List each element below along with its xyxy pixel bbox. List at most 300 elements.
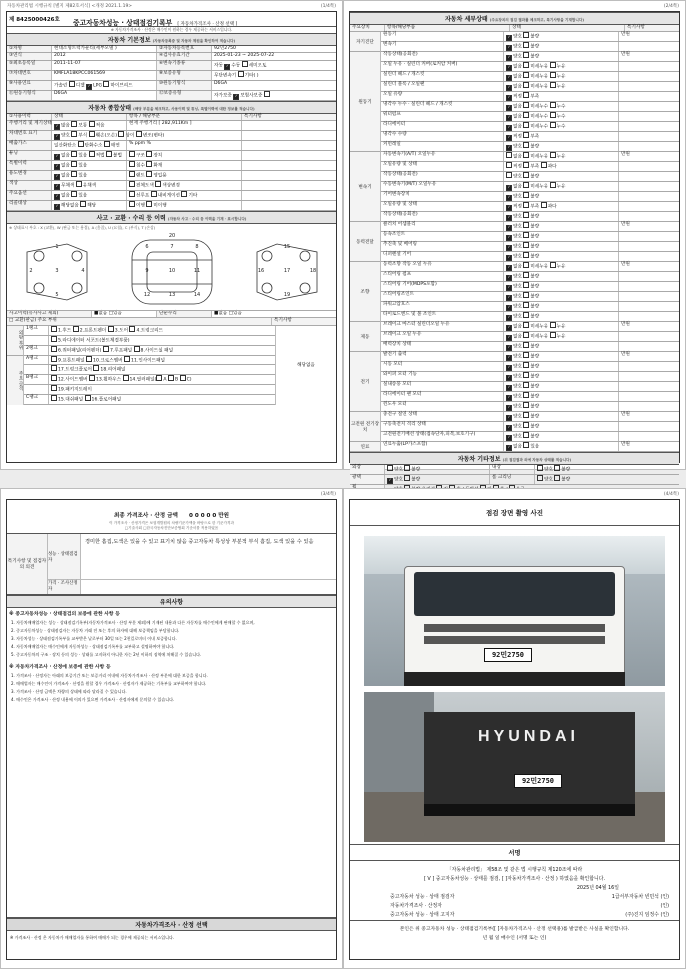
checkbox	[71, 131, 77, 137]
table-row	[24, 336, 275, 346]
table-cell: 1랭크	[24, 326, 49, 335]
table-cell: 고전원전기배선 상태(접속단자,피복,보호기구)	[381, 432, 504, 441]
checkbox	[71, 171, 77, 177]
checkbox: ✓	[55, 154, 59, 159]
checkbox	[80, 201, 86, 207]
detail-group-name: 조향	[350, 262, 381, 322]
notice-item: 2. 중고자동차성능 · 상태점검자는 자동차 거래 전 또는 후의 하자에 대해 보증책임을 부담합니다.	[11, 628, 180, 633]
checkbox	[103, 81, 109, 87]
table-cell	[619, 242, 679, 251]
checkbox: ✓	[507, 205, 511, 210]
checkbox	[129, 201, 135, 207]
checkbox	[523, 102, 529, 108]
table-row	[381, 352, 679, 362]
detail-group-name: 연료	[350, 442, 381, 452]
notice-item: 2. 매매업자는 매수인이 가격조사 · 산정을 원할 경우 가격조사 · 산정자가 제공하는 기록부를 교부하여야 합니다.	[11, 681, 207, 686]
special-block	[7, 534, 336, 595]
table-cell: ✓ 없음 있음	[52, 171, 127, 180]
diagram-part-number: 4	[81, 268, 85, 275]
table-cell: ⑧보증유형	[157, 71, 212, 80]
table-cell	[619, 402, 679, 411]
table-cell: 기어변속장치	[381, 192, 504, 201]
checkbox	[550, 262, 556, 268]
notice-list	[7, 619, 336, 659]
table-cell	[242, 141, 336, 150]
table-cell: ✓ 양호 불량	[504, 402, 619, 411]
diagram-part-number: 15	[283, 244, 291, 251]
checkbox	[89, 375, 95, 381]
table-cell: KMFLA18KPCC061569	[52, 71, 157, 80]
table-cell: ✓ 무채색 유채색	[52, 181, 127, 190]
checkbox: ✓	[507, 255, 511, 260]
table-cell: ②자동차등록번호	[157, 46, 212, 52]
table-cell	[24, 336, 49, 345]
table-cell: ✓ 양호 불량	[385, 475, 490, 484]
table-cell: ✓ 없음 있음	[504, 442, 619, 451]
table-cell: ④검사유효기간	[157, 53, 212, 59]
table-cell: ✓ 양호 불량	[504, 372, 619, 381]
table-row	[7, 81, 336, 91]
table-row	[381, 152, 679, 162]
page-num: (3/4쪽)	[320, 492, 336, 497]
table-row	[381, 382, 679, 392]
detail-group-name: 동력전달	[350, 222, 381, 262]
table-cell: 19.패키지트레이	[49, 385, 275, 394]
checkbox	[523, 302, 529, 308]
detail-group-name: 전기	[350, 352, 381, 412]
table-cell: 내장	[490, 465, 535, 474]
table-cell	[619, 362, 679, 371]
table-row	[7, 141, 336, 151]
signer-name: (주)진지 임정수 (인)	[625, 912, 669, 918]
rear-plate: 92민2750	[514, 774, 562, 788]
checkbox: ✓	[507, 395, 511, 400]
checkbox	[108, 326, 114, 332]
notice-item: 1. 자동차매매업자는 성능 · 상태점검기록부(자동차가격조사 · 산정 부분 제외)에 기재된 내용과 다른 자동차를 매수인에게 판매할 수 없으며,	[11, 620, 255, 625]
table-cell: 오일 누유 · 실린더 커버(로커암 커버)	[381, 62, 504, 71]
form-title-opts: [ 자동차가격조사 · 산정 선택 ]	[177, 21, 238, 27]
checkbox	[155, 181, 161, 187]
checkbox: ✓	[507, 85, 511, 90]
checkbox: ✓	[507, 125, 511, 130]
table-cell: ✓ 양호 불량	[504, 422, 619, 431]
table-cell: 자가보증 ✓ 보험사보증	[212, 91, 336, 100]
notice-item: 1. 가격조사 · 산정자는 아래의 보증기간 또는 보증거리 이내에 자동차가격조사 · 산정 부분에 대한 보증을 합니다.	[11, 673, 208, 678]
overall-state-title: 자동차 종합상태 (해당 부분을 체크하고, 사용이력 및 튜닝, 특별이력에 대한 정보를 적습니다)	[7, 101, 336, 114]
checkbox	[523, 322, 529, 328]
table-row	[350, 465, 679, 475]
table-cell	[619, 342, 679, 351]
table-cell: A랭크	[24, 356, 49, 365]
confirm-text: ※ 가격조사 · 산정 은 자동차가 매매업자를 통하여 매매가 되는 경우에 제공되는 서비스입니다.	[10, 935, 175, 940]
table-cell: ✓ 양호 불량	[504, 362, 619, 371]
table-cell: 2011-11-07	[52, 61, 157, 70]
checkbox	[523, 192, 529, 198]
checkbox	[541, 202, 547, 208]
table-cell: 브레이크 마스터 실린더오일 누유	[381, 322, 504, 331]
table-cell	[127, 131, 242, 140]
page-num: (2/4쪽)	[663, 4, 679, 9]
checkbox	[85, 395, 91, 401]
table-cell: 현대소형트럭카운티(세부모델 )	[52, 46, 157, 52]
table-cell: 15.대쉬패널 16.플로어패널	[49, 395, 275, 404]
table-row	[381, 392, 679, 402]
checkbox	[181, 191, 187, 197]
table-cell: ✓ 많음 보통 적음	[52, 121, 127, 130]
signer-row	[360, 911, 669, 920]
table-row	[381, 322, 679, 332]
table-cell: ✓ 양호 불량	[504, 302, 619, 311]
table-cell: 만원	[621, 352, 630, 358]
front-plate: 92민2750	[484, 648, 532, 662]
price-amount: 0 0 0 0 0 만원	[189, 513, 230, 519]
detail-group	[350, 32, 679, 52]
detail-group	[350, 412, 679, 442]
table-row	[7, 161, 336, 171]
table-cell	[619, 102, 679, 111]
table-cell: 자동 ✓ 수동 세미오토	[212, 61, 336, 70]
state-head: ①사용이력 상태 항목 / 해당부분 특기사항	[7, 114, 336, 121]
table-row	[24, 356, 275, 366]
table-cell: 없음 미세누유 누유	[504, 152, 619, 161]
table-cell: ✓ 양호 불량	[504, 52, 619, 61]
panel-title: □ 교환(판금) 주요 부위 특기사항	[7, 318, 336, 325]
table-cell	[619, 252, 679, 261]
checkbox	[523, 202, 529, 208]
table-cell	[619, 172, 679, 181]
checkbox: ✓	[507, 275, 511, 280]
table-row	[381, 172, 679, 182]
rear-brand: HYUNDAI	[478, 728, 579, 745]
checkbox: ✓	[507, 245, 511, 250]
table-cell: 수동변속기(M/T) 오일누유	[381, 182, 504, 191]
checkbox	[523, 52, 529, 58]
table-row	[7, 201, 336, 211]
notice-item: 5. 중고자동차의 구조 · 장치 등의 성능 · 상태를 고지하지 아니한 자는 2년 이하의 징역에 처해질 수 있습니다.	[11, 652, 202, 657]
table-row	[350, 475, 679, 485]
table-cell: 시동 모터	[381, 362, 504, 371]
checkbox	[523, 42, 529, 48]
table-cell: % ppm %	[127, 141, 242, 150]
table-row	[381, 212, 679, 222]
table-row	[381, 292, 679, 302]
table-cell: 만원	[621, 322, 630, 328]
checkbox: ✓	[507, 115, 511, 120]
detail-head: 주요장치 항목/해당부품 상태 특기사항	[350, 25, 679, 32]
table-cell	[619, 132, 679, 141]
notice-item: 3. 자동차성능 · 상태점검기록부를 교부받은 날로부터 30일 또는 2천킬로미터 이내 보증합니다.	[11, 636, 177, 641]
table-cell: 양호 불량	[504, 172, 619, 181]
table-cell	[619, 42, 679, 51]
checkbox	[51, 395, 57, 401]
table-cell: ✓ 적정 부족 과다	[504, 202, 619, 211]
checkbox	[523, 342, 529, 348]
doc-number: 제 8425000426호	[9, 17, 60, 23]
table-cell	[619, 312, 679, 321]
table-row	[381, 202, 679, 212]
table-cell: 양호 불량	[385, 465, 490, 474]
table-row	[381, 132, 679, 142]
checkbox	[71, 151, 77, 157]
table-cell: ⑦차대번호	[7, 71, 52, 80]
checkbox	[124, 356, 130, 362]
diagram-part-number: 2	[29, 268, 33, 275]
table-cell: B랭크	[24, 375, 49, 384]
table-cell	[619, 232, 679, 241]
diagram-part-number: 12	[143, 292, 151, 299]
checkbox	[51, 375, 57, 381]
checkbox	[264, 91, 270, 97]
detail-group	[350, 442, 679, 452]
checkbox	[550, 152, 556, 158]
table-cell: 냉각수 수량	[381, 132, 504, 141]
table-cell: ✓ 양호 부식 훼손(오손) 상이 변조(변타)	[52, 131, 127, 140]
checkbox	[550, 62, 556, 68]
table-row	[24, 395, 275, 405]
table-cell: 변속기	[381, 42, 504, 51]
table-cell: 양호 불량	[535, 475, 679, 484]
table-cell: ✓ 양호 불량	[504, 42, 619, 51]
table-row	[7, 71, 336, 81]
panel-section	[7, 326, 336, 405]
page-1	[0, 0, 343, 470]
table-row	[24, 385, 275, 395]
checkbox	[523, 292, 529, 298]
table-cell: ✓ 없음 미세누수 누수	[504, 102, 619, 111]
table-row	[7, 91, 336, 101]
checkbox	[523, 152, 529, 158]
table-cell: 특별이력	[7, 161, 52, 170]
table-cell: 2025-01-23 ~ 2025-07-22	[214, 53, 275, 59]
table-cell	[242, 131, 336, 140]
detail-group	[350, 262, 679, 322]
table-cell: 클러치 어셈블리	[381, 222, 504, 231]
table-cell	[242, 181, 336, 190]
table-row	[381, 232, 679, 242]
checkbox	[554, 475, 560, 481]
checkbox: ✓	[507, 235, 511, 240]
table-cell: ✓ 적정 부족	[504, 92, 619, 101]
checkbox	[506, 172, 512, 178]
table-cell: ⑫보증유형	[157, 91, 212, 100]
table-row	[381, 192, 679, 202]
sign-text1: 「자동차관리법」 제58조 및 같은 법 시행규칙 제120조에 따라	[446, 867, 583, 873]
checkbox: ✓	[507, 405, 511, 410]
accident-title: 사고 · 교환 · 수리 등 이력 (자동차 사고 · 수리 등 이력을 기재 · 표시합니다)	[7, 211, 336, 224]
table-row	[381, 282, 679, 292]
diagram-part-number: 18	[309, 268, 317, 275]
checkbox: ✓	[55, 164, 59, 169]
table-cell: ✓ 양호 불량	[504, 282, 619, 291]
checkbox: ✓	[507, 325, 511, 330]
checkbox: ✓	[55, 124, 59, 129]
detail-group-name: 제동	[350, 322, 381, 352]
table-cell: ③연식	[7, 53, 52, 59]
table-cell	[619, 182, 679, 191]
checkbox	[89, 121, 95, 127]
table-cell: ✓ 없음 미세누유 누유	[504, 262, 619, 271]
table-cell: 만원	[621, 442, 630, 448]
checkbox	[106, 151, 112, 157]
checkbox: ✓	[507, 425, 511, 430]
checkbox	[523, 372, 529, 378]
table-cell: 만원	[621, 52, 630, 58]
table-cell: 외장	[350, 465, 385, 474]
signer-row	[360, 893, 669, 902]
table-cell	[619, 62, 679, 71]
table-cell: ✓ 양호 불량	[504, 352, 619, 361]
table-cell: 작동상태(공회전)	[381, 52, 504, 61]
basic-info-title: 자동차 기본정보 (자동차등록증 및 자동차 제원을 확인하여 적습니다)	[7, 33, 336, 46]
checkbox	[129, 171, 135, 177]
table-cell	[619, 92, 679, 101]
table-row	[381, 252, 679, 262]
checkbox: ✓	[55, 204, 59, 209]
table-cell: 와이퍼 모터 기능	[381, 372, 504, 381]
detail-group-name: 변속기	[350, 152, 381, 222]
table-row	[381, 42, 679, 52]
table-cell: 추진축 및 베어링	[381, 242, 504, 251]
table-cell	[619, 302, 679, 311]
checkbox: ✓	[507, 335, 511, 340]
table-cell: ①차명	[7, 46, 52, 52]
table-cell: 자동변속기(A/T) 오일누유	[381, 152, 504, 161]
checkbox	[404, 475, 410, 481]
page-3	[0, 488, 343, 969]
checkbox	[523, 172, 529, 178]
checkbox	[129, 181, 135, 187]
rear-photo	[364, 692, 665, 842]
diag-legend: ※ 상태표시 부호 : X (교환), W (판금 또는 용접), A (흠집), U (요철), C (부식), T (손상)	[9, 225, 156, 231]
table-cell: 튜닝	[7, 151, 52, 160]
checkbox	[554, 465, 560, 471]
checkbox: ✓	[507, 55, 511, 60]
table-cell: 2랭크	[24, 346, 49, 355]
checkbox: ✓	[507, 285, 511, 290]
checkbox	[550, 112, 556, 118]
checkbox	[523, 212, 529, 218]
table-cell: 양호 불량	[535, 465, 679, 474]
page-2	[343, 0, 686, 483]
table-cell	[242, 121, 336, 130]
table-cell: 2012	[52, 53, 157, 59]
checkbox	[118, 131, 124, 137]
checkbox: ✓	[225, 63, 229, 68]
table-cell: 12.사이드멤버 13.휠하우스 14.필러패널( A B C)	[49, 375, 275, 384]
table-cell: 작동상태(공회전)	[381, 172, 504, 181]
checkbox	[129, 191, 135, 197]
price-note: 이 가격조사 · 산정가격은 보험개발원의 차량기준가액을 바탕으로 한 기준가격과	[109, 521, 234, 525]
table-cell: ✓ 적정 부족	[504, 132, 619, 141]
table-cell: 스티어링 펌프	[381, 272, 504, 281]
checkbox	[523, 162, 529, 168]
table-row	[381, 182, 679, 192]
checkbox	[238, 71, 244, 77]
table-cell: 실내송풍 모터	[381, 382, 504, 391]
checkbox	[523, 132, 529, 138]
table-cell	[619, 392, 679, 401]
table-row	[381, 432, 679, 442]
table-cell: 가솔린 디젤 ✓ LPG 하이브리드	[52, 81, 157, 90]
checkbox	[93, 365, 99, 371]
table-cell: 이행 미이행	[127, 201, 242, 210]
page-num: (1/4쪽)	[320, 4, 336, 9]
table-cell: ✓ 양호 불량	[504, 222, 619, 231]
table-row	[381, 422, 679, 432]
checkbox	[550, 102, 556, 108]
checkbox: ✓	[507, 45, 511, 50]
price-note2: □기술사회 □한국자동차진단보증협회 기준서를 적용하였음	[124, 526, 219, 530]
price-title: 최종 가격조사 · 산정 금액	[113, 513, 178, 519]
checkbox: ✓	[507, 415, 511, 420]
table-cell	[619, 82, 679, 91]
checkbox	[523, 82, 529, 88]
table-cell: 용도변경	[7, 171, 52, 180]
perf-text: 경미한 흠집,도색은 있을 수 있고 표기치 않음 중고자동차 특성상 부분적 부식 흠집, 도색 있을 수 있음	[85, 539, 314, 545]
checkbox	[523, 362, 529, 368]
table-cell: 92민2750	[214, 46, 236, 51]
table-cell: 주요옵션	[7, 191, 52, 200]
checkbox	[129, 161, 135, 167]
table-row	[381, 342, 679, 352]
notice-lowbar: ※ 중고자동차성능 · 상태점검의 보증에 관한 사항 등	[9, 612, 120, 617]
table-cell	[619, 192, 679, 201]
table-cell: ⑨사용연료	[7, 81, 52, 90]
diagram-part-number: 11	[193, 268, 201, 275]
table-row	[24, 375, 275, 385]
table-cell: 선루프 내비게이션 기타	[127, 191, 242, 200]
table-cell	[619, 112, 679, 121]
front-photo	[364, 536, 665, 686]
detail-group	[350, 52, 679, 152]
table-cell: 동력조향 작동 오일 누유	[381, 262, 504, 271]
detail-group-name: 고전원 전기장치	[350, 412, 381, 442]
table-row	[381, 122, 679, 132]
checkbox	[523, 62, 529, 68]
checkbox	[180, 375, 186, 381]
table-cell	[242, 151, 336, 160]
checkbox	[523, 312, 529, 318]
checkbox	[523, 392, 529, 398]
table-row	[7, 121, 336, 131]
table-cell: 타이로드엔드 및 볼 조인트	[381, 312, 504, 321]
diagram-part-number: 19	[283, 292, 291, 299]
diagram-part-number: 17	[283, 268, 291, 275]
signer-role: 자동차가격조사 · 산정자	[390, 903, 442, 909]
table-cell: ⑪원동기형식	[7, 91, 52, 100]
table-cell: 등속조인트	[381, 232, 504, 241]
checkbox	[523, 232, 529, 238]
diagram-part-number: 8	[195, 244, 199, 251]
table-cell: ✓ 양호 불량	[504, 382, 619, 391]
other-title: 자동차 기타정보 (위 점검결과 외에 자동차 상태를 적습니다)	[350, 452, 679, 465]
checkbox	[506, 162, 512, 168]
table-cell: 구동축전지 격리 상태	[381, 422, 504, 431]
table-cell: 17.트렁크플로어 18.리어패널	[49, 365, 275, 374]
checkbox: ✓	[234, 93, 238, 98]
table-row	[381, 92, 679, 102]
table-cell: ✓ 양호 불량	[504, 312, 619, 321]
table-cell: 라디에이터	[381, 122, 504, 131]
table-cell	[24, 365, 49, 374]
state-table	[7, 121, 336, 211]
table-cell: 만원	[621, 222, 630, 228]
checkbox: ✓	[507, 135, 511, 140]
table-row	[381, 142, 679, 152]
table-cell: 오일 유량	[381, 92, 504, 101]
detail-group-name: 원동기	[350, 52, 381, 152]
table-row	[7, 181, 336, 191]
